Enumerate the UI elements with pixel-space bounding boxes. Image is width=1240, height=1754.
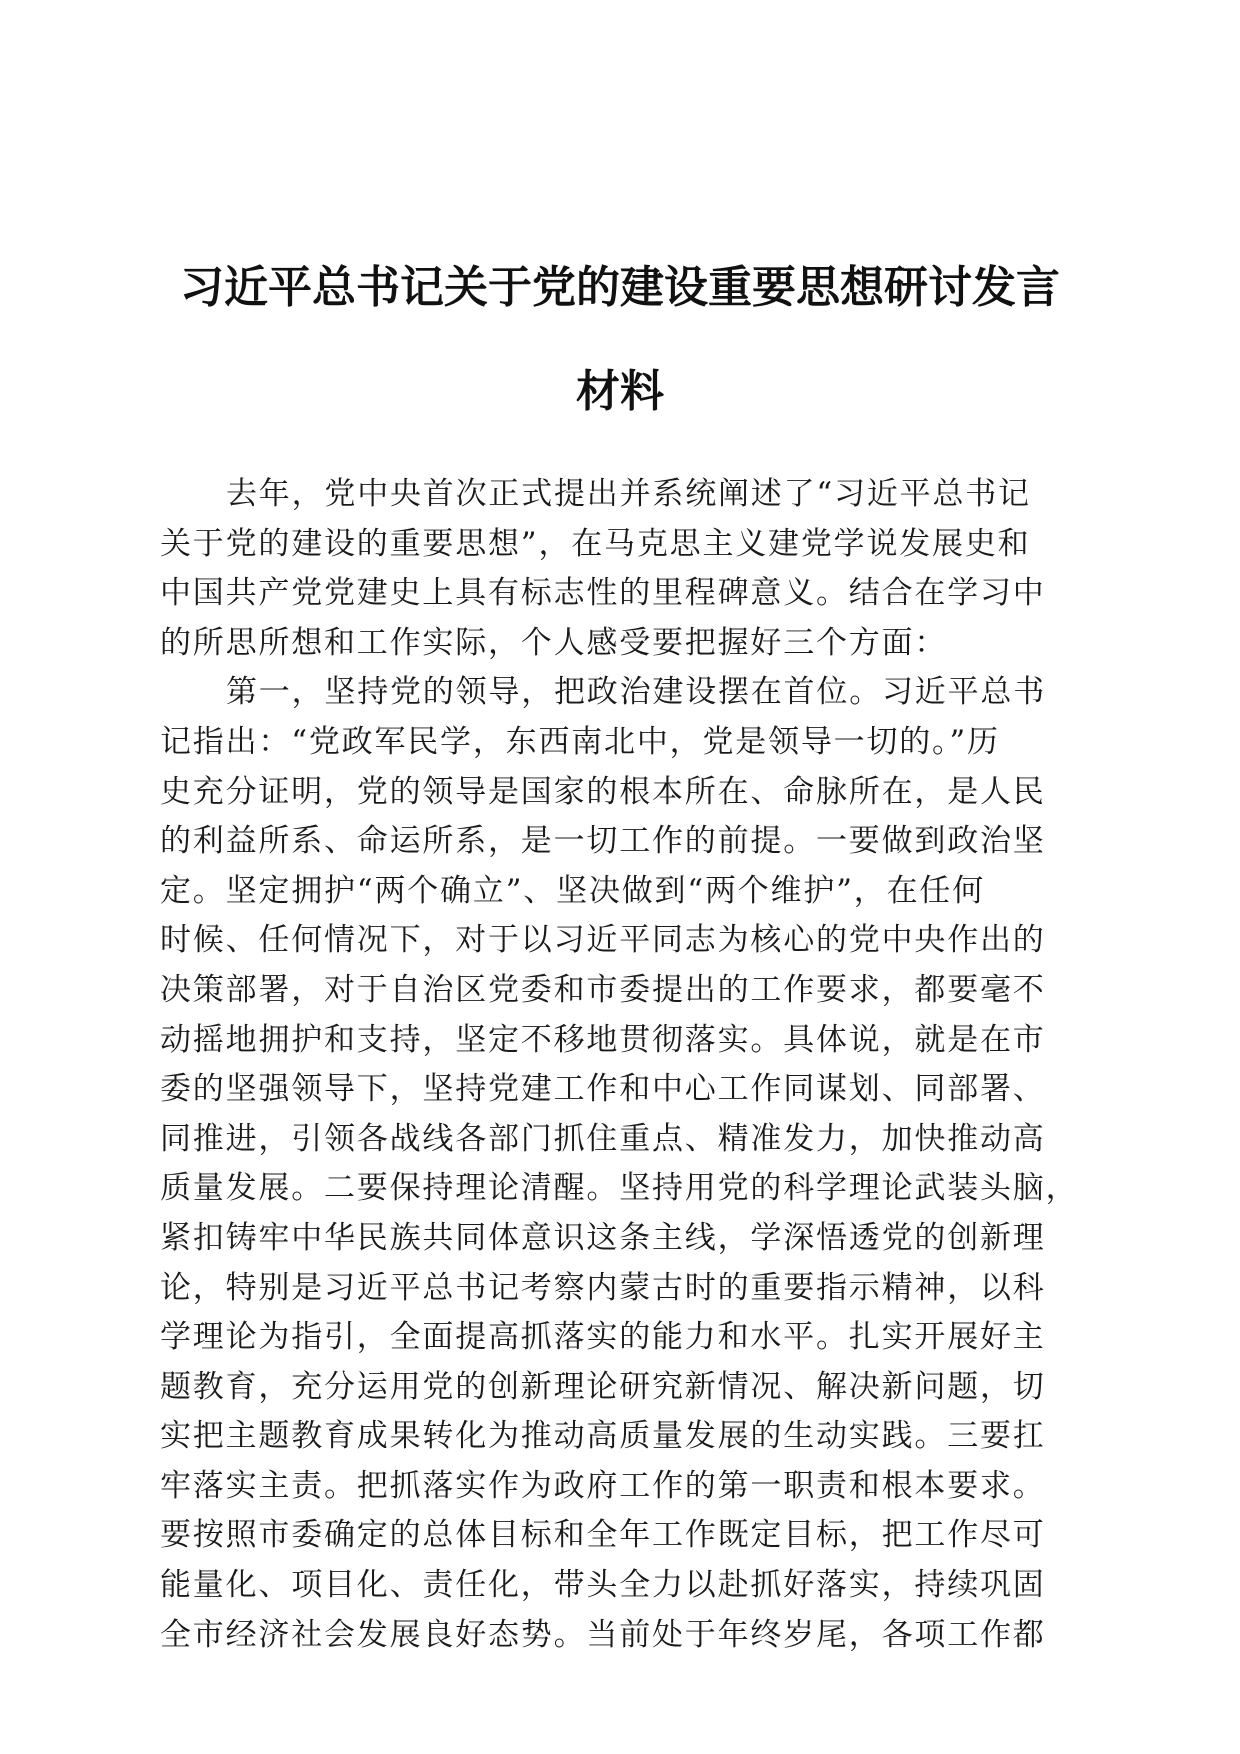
paragraph-2-line: 论，特别是习近平总书记考察内蒙古时的重要指示精神，以科 [160, 1269, 1046, 1306]
paragraph-2-line: 定。坚定拥护“两个确立”、坚决做到“两个维护”，在任何 [160, 872, 985, 909]
paragraph-2-line: 质量发展。二要保持理论清醒。坚持用党的科学理论武装头脑， [160, 1170, 1079, 1207]
paragraph-2-line: 学理论为指引，全面提高抓落实的能力和水平。扎实开展好主 [160, 1319, 1046, 1356]
paragraph-2-line: 牢落实主责。把抓落实作为政府工作的第一职责和根本要求。 [160, 1467, 1046, 1504]
paragraph-2-line: 能量化、项目化、责任化，带头全力以赴抓好落实，持续巩固 [160, 1567, 1046, 1604]
paragraph-1-line: 去年，党中央首次正式提出并系统阐述了“习近平总书记 [226, 476, 1031, 512]
paragraph-2-line: 同推进，引领各战线各部门抓住重点、精准发力，加快推动高 [160, 1120, 1046, 1157]
document-title [150, 236, 1090, 444]
paragraph-1-line: 关于党的建设的重要思想”，在马克思主义建党学说发展史和 [160, 525, 1031, 562]
paragraph-2-line: 时候、任何情况下，对于以习近平同志为核心的党中央作出的 [160, 922, 1046, 959]
paragraph-2-line: 的利益所系、命运所系，是一切工作的前提。一要做到政治坚 [160, 823, 1046, 860]
paragraph-2-line: 全市经济社会发展良好态势。当前处于年终岁尾，各项工作都 [160, 1616, 1046, 1653]
paragraph-2-line: 史充分证明，党的领导是国家的根本所在、命脉所在，是人民 [160, 773, 1046, 810]
paragraph-2-line: 紧扣铸牢中华民族共同体意识这条主线，学深悟透党的创新理 [160, 1219, 1046, 1256]
paragraph-2-line: 要按照市委确定的总体目标和全年工作既定目标，把工作尽可 [160, 1517, 1046, 1554]
paragraph-2-line: 第一，坚持党的领导，把政治建设摆在首位。习近平总书 [226, 674, 1046, 711]
paragraph-2-line: 实把主题教育成果转化为推动高质量发展的生动实践。三要扛 [160, 1418, 1046, 1455]
title-line-1: 习近平总书记关于党的建设重要思想研讨发言 [180, 262, 1060, 313]
paragraph-1-line: 的所思所想和工作实际，个人感受要把握好三个方面： [160, 624, 948, 661]
paragraph-2-line: 题教育，充分运用党的创新理论研究新情况、解决新问题，切 [160, 1368, 1046, 1405]
paragraph-2-line: 记指出：“党政军民学，东西南北中，党是领导一切的。”历 [160, 723, 1000, 760]
paragraph-2-line: 动摇地拥护和支持，坚定不移地贯彻落实。具体说，就是在市 [160, 1021, 1046, 1058]
paragraph-2-line: 委的坚强领导下，坚持党建工作和中心工作同谋划、同部署、 [160, 1071, 1046, 1108]
paragraph-2-line: 决策部署，对于自治区党委和市委提出的工作要求，都要毫不 [160, 971, 1046, 1008]
paragraph-1-line: 中国共产党党建史上具有标志性的里程碑意义。结合在学习中 [160, 575, 1046, 612]
document-body [160, 470, 1080, 1660]
title-line-2: 材料 [576, 366, 664, 417]
